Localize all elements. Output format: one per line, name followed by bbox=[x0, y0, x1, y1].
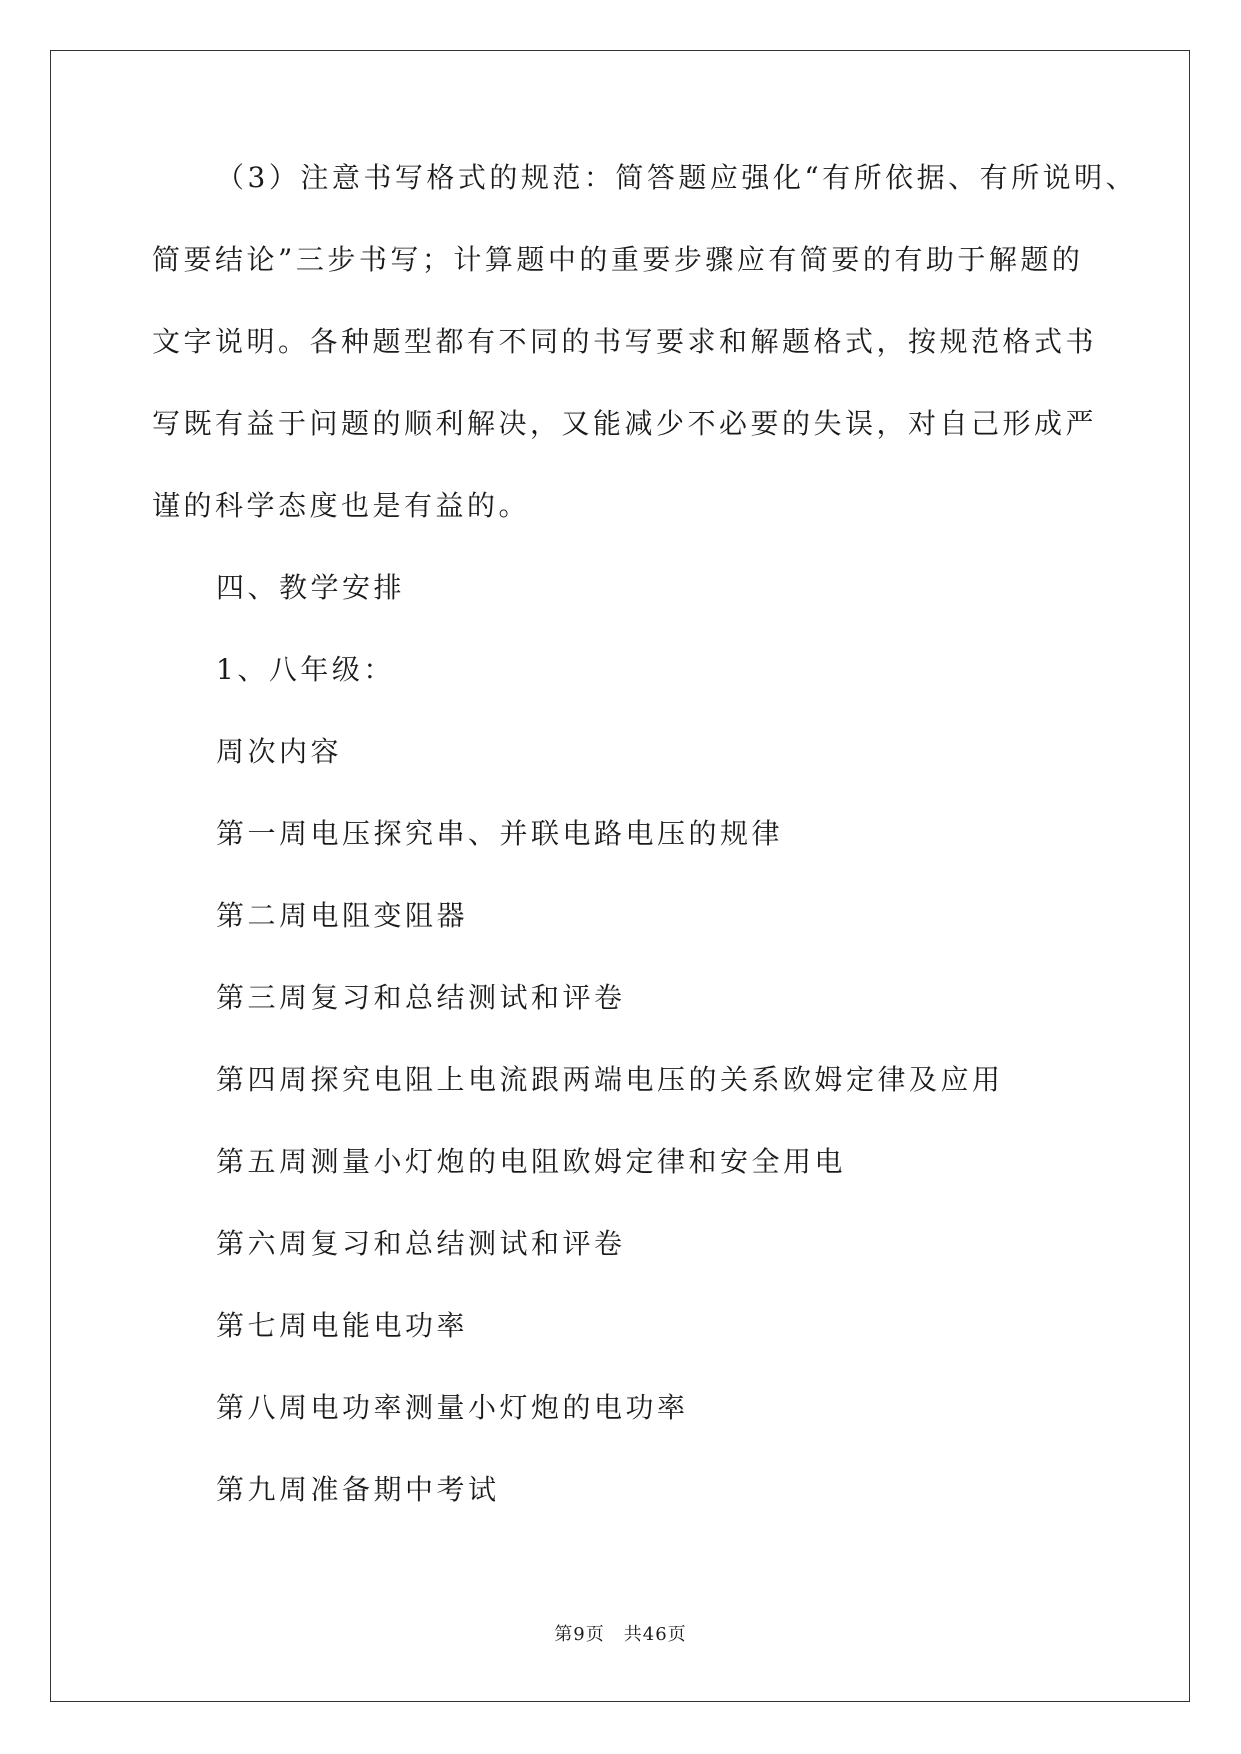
paragraph-line: 谨的科学态度也是有益的。 bbox=[152, 489, 531, 522]
section-heading: 四、教学安排 bbox=[216, 571, 406, 604]
schedule-item: 第八周电功率测量小灯炮的电功率 bbox=[216, 1391, 689, 1424]
schedule-item: 第一周电压探究串、并联电路电压的规律 bbox=[216, 817, 784, 850]
schedule-item: 第三周复习和总结测试和评卷 bbox=[216, 981, 626, 1014]
page-number-footer: 第9页 共46页 bbox=[554, 1624, 687, 1645]
schedule-item: 第五周测量小灯炮的电阻欧姆定律和安全用电 bbox=[216, 1145, 847, 1178]
paragraph-line: 文字说明。各种题型都有不同的书写要求和解题格式，按规范格式书 bbox=[152, 325, 1098, 358]
paragraph-line: 简要结论”三步书写；计算题中的重要步骤应有简要的有助于解题的 bbox=[152, 243, 1084, 276]
paragraph-line: 写既有益于问题的顺利解决，又能减少不必要的失误，对自己形成严 bbox=[152, 407, 1098, 440]
schedule-item: 第七周电能电功率 bbox=[216, 1309, 469, 1342]
grade-subheading: 1、八年级： bbox=[216, 653, 395, 686]
schedule-item: 第四周探究电阻上电流跟两端电压的关系欧姆定律及应用 bbox=[216, 1063, 1004, 1096]
schedule-item: 第九周准备期中考试 bbox=[216, 1473, 500, 1506]
schedule-item: 第六周复习和总结测试和评卷 bbox=[216, 1227, 626, 1260]
schedule-header: 周次内容 bbox=[216, 735, 343, 768]
schedule-item: 第二周电阻变阻器 bbox=[216, 899, 469, 932]
paragraph-line: （3）注意书写格式的规范：简答题应强化“有所依据、有所说明、 bbox=[216, 161, 1138, 194]
document-body bbox=[152, 161, 1138, 1557]
